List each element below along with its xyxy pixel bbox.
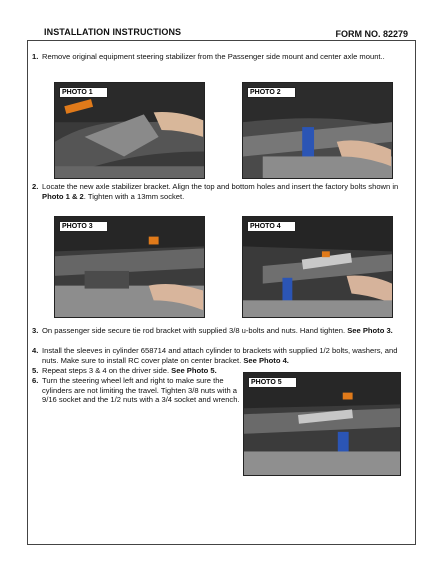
step-text: Locate the new axle stabilizer bracket. Align the top and bottom holes and insert the factory bolts shown in Photo 1 & 2. Tighten with a 13mm socket. [42, 182, 399, 201]
photo-3 [54, 216, 205, 318]
step-number: 5. [32, 366, 39, 375]
photo-1-label: PHOTO 1 [59, 87, 108, 98]
step-number: 4. [32, 346, 39, 355]
step-text: Remove original equipment steering stabilizer from the Passenger side mount and center axle mount.. [42, 52, 385, 61]
step-text: On passenger side secure tie rod bracket with supplied 3/8 u-bolts and nuts. Hand tighten. See Photo 3. [42, 326, 393, 335]
step-text: Turn the steering wheel left and right to make sure the cylinders are not limiting the travel. Tighten 3/8 nuts with a 9/16 socket and the 1/2 nuts with a 3/4 socket and wrench. [42, 376, 240, 405]
photo-1 [54, 82, 205, 179]
document-title: INSTALLATION INSTRUCTIONS [44, 27, 182, 37]
photo-5-image [244, 373, 400, 475]
photo-4-image [243, 217, 392, 317]
step-number: 1. [32, 52, 39, 61]
photo-3-label: PHOTO 3 [59, 221, 108, 232]
photo-3-image [55, 217, 204, 317]
photo-5-label: PHOTO 5 [248, 377, 297, 388]
photo-5 [243, 372, 401, 476]
step-number: 6. [32, 376, 39, 385]
form-number: FORM NO. 82279 [335, 29, 408, 39]
photo-2 [242, 82, 393, 179]
photo-4 [242, 216, 393, 318]
step-text: Repeat steps 3 & 4 on the driver side. See Photo 5. [42, 366, 217, 375]
step-text: Install the sleeves in cylinder 658714 and attach cylinder to brackets with supplied 1/2 bolts, washers, and nuts. Make sure to install RC cover plate on center bracket. See Photo 4. [42, 346, 398, 365]
photo-4-label: PHOTO 4 [247, 221, 296, 232]
photo-2-label: PHOTO 2 [247, 87, 296, 98]
step-number: 3. [32, 326, 39, 335]
step-number: 2. [32, 182, 39, 191]
